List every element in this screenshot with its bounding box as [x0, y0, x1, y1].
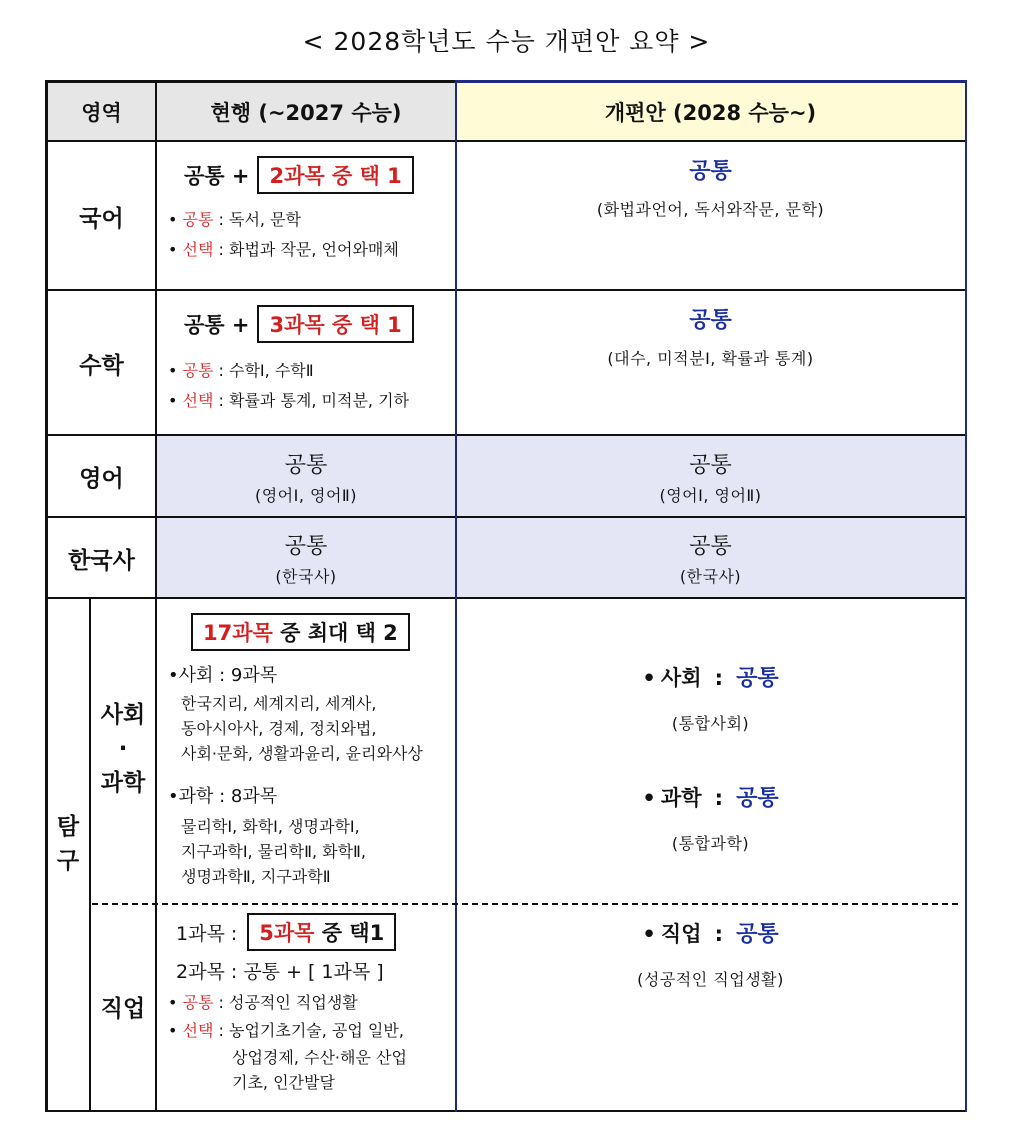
soc-head — [168, 661, 277, 687]
bullet-icon: • — [168, 391, 178, 410]
colon: : — [714, 666, 723, 690]
reform-soc-sub: (통합사회) — [671, 714, 750, 733]
bullet-label: 공통 — [182, 361, 214, 380]
reform-voc-label: 직업 — [660, 922, 702, 946]
bullet-select — [168, 1017, 404, 1045]
soc-list — [181, 691, 423, 766]
voc-line1-pre: 1과목 : — [176, 922, 238, 945]
voc-reform — [456, 905, 965, 1110]
history-reform — [456, 518, 965, 598]
choice-box: 3과목 중 택 1 — [257, 305, 413, 343]
math-current — [156, 291, 456, 435]
soc-line: 동아시아사, 경제, 정치와법, — [181, 719, 377, 738]
bullet-icon: • — [168, 240, 178, 259]
reform-sub: (대수, 미적분Ⅰ, 확률과 통계) — [607, 349, 814, 368]
bullet-label: 공통 — [182, 993, 214, 1012]
bullet-label: 선택 — [182, 240, 214, 259]
sci-head-text: 과학 : 8과목 — [178, 786, 278, 807]
current-sub: (영어Ⅰ, 영어Ⅱ) — [254, 485, 358, 505]
reform-main: 공통 — [689, 452, 732, 478]
voc-current — [156, 905, 456, 1110]
bullet-common — [168, 989, 358, 1017]
english-current — [156, 436, 456, 517]
reform-sci-label: 과학 — [660, 786, 702, 810]
socsci-label-2: 과학 — [100, 770, 146, 796]
area-english: 영어 — [79, 466, 124, 492]
common-plus: 공통 + — [184, 313, 250, 337]
current-sub: (한국사) — [275, 567, 337, 586]
sci-head — [168, 782, 277, 808]
colon: : — [714, 786, 723, 810]
socsci-label-dot: · — [118, 736, 128, 762]
bullet-select — [168, 387, 409, 415]
voc-line2: 2과목 : 공통 + [ 1과목 ] — [176, 961, 384, 983]
sci-list — [181, 814, 366, 889]
rule — [89, 598, 91, 1112]
reform-sub: (화법과언어, 독서와작문, 문학) — [596, 200, 825, 219]
reform-sub: (영어Ⅰ, 영어Ⅱ) — [659, 485, 762, 505]
header-current: 현행 (~2027 수능) — [210, 100, 402, 125]
rule — [965, 80, 967, 1112]
bullet-icon: • — [168, 1021, 178, 1040]
reform-soc-value: 공통 — [736, 666, 779, 691]
bullet-label: 공통 — [182, 210, 214, 229]
bullet-icon: • — [642, 786, 656, 810]
bullet-text: : 확률과 통계, 미적분, 기하 — [213, 391, 410, 410]
bullet-text: : 수학Ⅰ, 수학Ⅱ — [213, 361, 314, 380]
bullet-icon: • — [168, 993, 178, 1012]
voc-select-cont — [232, 1045, 407, 1095]
box-rest: 중 최대 택 2 — [272, 621, 398, 645]
reform-main: 공통 — [689, 308, 732, 333]
box-count: 5과목 — [259, 921, 315, 945]
header-area: 영역 — [81, 100, 122, 125]
math-reform — [456, 291, 965, 435]
socsci-label-1: 사회 — [100, 702, 146, 728]
bullet-label: 선택 — [182, 391, 214, 410]
choice-box — [191, 613, 410, 651]
area-inquiry: 탐 구 — [56, 814, 80, 874]
bullet-icon: • — [168, 786, 179, 807]
box-count: 17과목 — [203, 621, 273, 645]
bullet-text: : 성공적인 직업생활 — [213, 993, 358, 1012]
reform-sci-sub: (통합과학) — [671, 834, 750, 853]
bullet-icon: • — [168, 665, 179, 686]
reform-main: 공통 — [689, 534, 732, 559]
choice-box: 2과목 중 택 1 — [257, 156, 413, 194]
korean-current — [156, 142, 456, 290]
sci-line: 물리학Ⅰ, 화학Ⅰ, 생명과학Ⅰ, — [181, 817, 360, 836]
header-reform: 개편안 (2028 수능~) — [604, 100, 817, 125]
soc-head-text: 사회 : 9과목 — [178, 665, 278, 686]
common-plus: 공통 + — [184, 164, 250, 188]
voc-line: 기초, 인간발달 — [232, 1073, 335, 1092]
voc-line: 상업경제, 수산·해운 산업 — [232, 1048, 407, 1067]
socsci-reform — [456, 599, 965, 903]
bullet-select — [168, 236, 399, 264]
bullet-icon: • — [642, 666, 656, 690]
current-main: 공통 — [284, 534, 328, 559]
reform-voc-sub: (성공적인 직업생활) — [637, 970, 784, 989]
reform-sub: (한국사) — [679, 567, 742, 586]
area-socsci — [91, 698, 155, 800]
area-history: 한국사 — [68, 547, 135, 574]
history-current — [156, 518, 456, 598]
sci-line: 생명과학Ⅱ, 지구과학Ⅱ — [181, 867, 331, 886]
bullet-text: : 독서, 문학 — [213, 210, 302, 229]
bullet-icon: • — [168, 361, 178, 380]
reform-voc — [456, 917, 965, 948]
choice-box — [247, 913, 396, 951]
bullet-icon: • — [642, 922, 656, 946]
current-main: 공통 — [284, 452, 328, 478]
rule — [45, 1110, 965, 1112]
reform-soc — [456, 661, 965, 692]
area-vocational: 직업 — [100, 996, 146, 1022]
colon: : — [714, 922, 723, 946]
sci-line: 지구과학Ⅰ, 물리학Ⅱ, 화학Ⅱ, — [181, 842, 367, 861]
korean-reform — [456, 142, 965, 290]
reform-soc-label: 사회 — [660, 666, 702, 690]
voc-line1 — [176, 913, 396, 951]
area-korean: 국어 — [79, 205, 124, 232]
area-math: 수학 — [79, 352, 124, 379]
reform-main: 공통 — [689, 159, 732, 184]
reform-sci — [456, 781, 965, 812]
socsci-current — [156, 599, 456, 903]
page-title: < 2028학년도 수능 개편안 요약 > — [302, 27, 711, 56]
bullet-icon: • — [168, 210, 178, 229]
bullet-text: : 화법과 작문, 언어와매체 — [213, 240, 399, 259]
bullet-label: 선택 — [182, 1021, 214, 1040]
soc-line: 한국지리, 세계지리, 세계사, — [181, 694, 377, 713]
reform-sci-value: 공통 — [736, 786, 779, 811]
box-rest: 중 택1 — [314, 921, 385, 945]
english-reform — [456, 436, 965, 517]
bullet-common — [168, 206, 301, 234]
bullet-common — [168, 357, 314, 385]
bullet-text: : 농업기초기술, 공업 일반, — [213, 1021, 404, 1040]
reform-voc-value: 공통 — [736, 922, 779, 947]
soc-line: 사회·문화, 생활과윤리, 윤리와사상 — [181, 744, 423, 763]
